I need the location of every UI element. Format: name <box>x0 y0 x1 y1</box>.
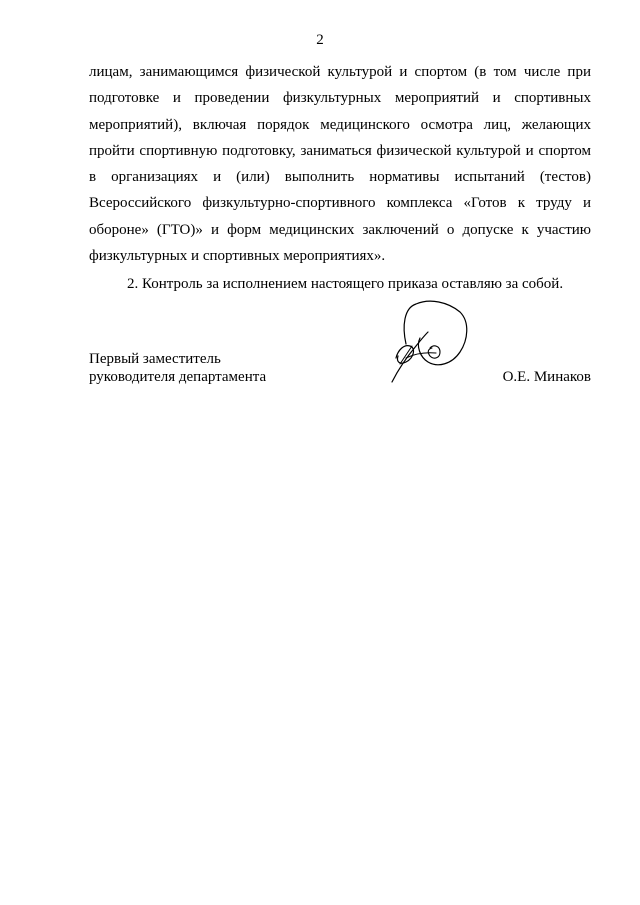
signatory-position <box>89 350 266 386</box>
signatory-position-line-2: руководителя департамента <box>89 369 267 385</box>
signatory-position-line-1: Первый заместитель <box>89 351 221 367</box>
body-paragraph-control-clause: 2. Контроль за исполнением настоящего приказа оставляю за собой. <box>127 276 564 293</box>
body-paragraph-continuation: лицам, занимающимся физической культурой и спортом (в том числе при подготовке и проведении физкультурных мероприятий и спортивных мероприятий), включая порядок медицинского осмотра лиц, желающих пройти спортивную подготовку, заниматься физической культурой и спортом в организациях и (или) выполнить нормативы испытаний (тестов) Всероссийского физкультурно-спортивного комплекса «Готов к труду и обороне» (ГТО)» и форм медицинских заключений о допуске к участию физкультурных и спортивных мероприятиях». <box>89 64 591 265</box>
signatory-name: О.Е. Минаков <box>502 369 591 385</box>
page-number: 2 <box>316 32 324 48</box>
document-body <box>89 59 591 298</box>
handwritten-signature <box>386 296 470 386</box>
